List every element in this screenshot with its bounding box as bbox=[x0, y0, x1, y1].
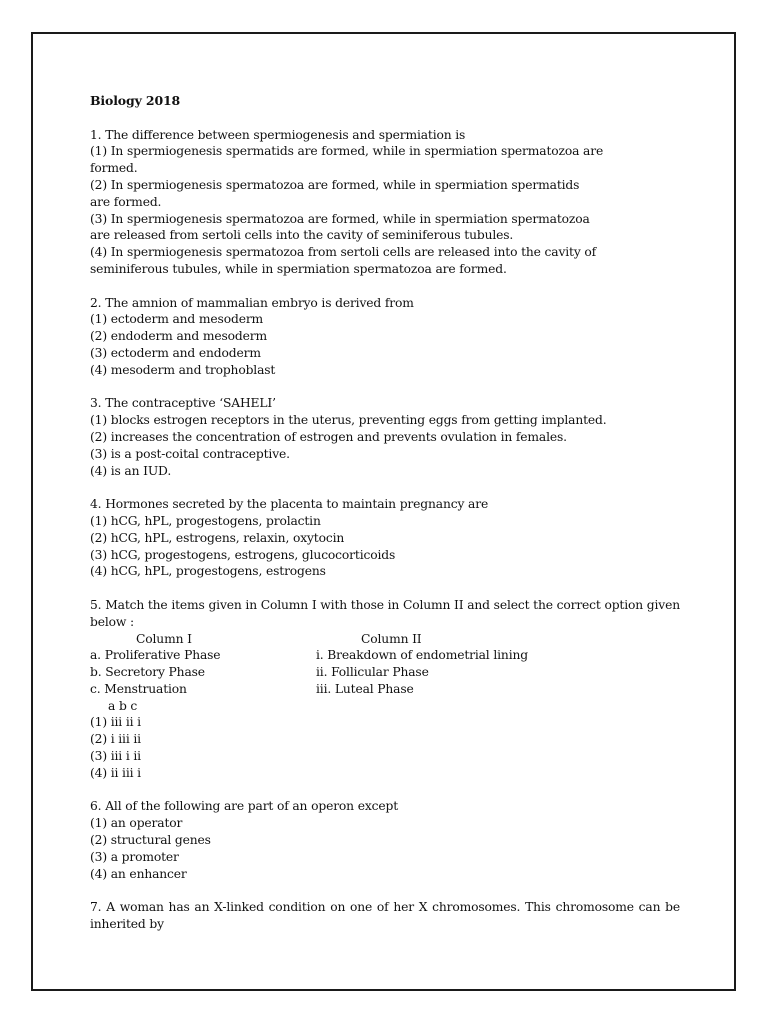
option-2: (2) hCG, hPL, estrogens, relaxin, oxytocin bbox=[90, 530, 345, 545]
column-2-item: ii. Follicular Phase bbox=[316, 665, 429, 680]
document-title: Biology 2018 bbox=[90, 93, 181, 108]
question-stem: 1. The difference between spermiogenesis and spermiation is bbox=[90, 127, 466, 142]
option-4: (4) hCG, hPL, progestogens, estrogens bbox=[90, 564, 326, 579]
question-5 bbox=[90, 597, 680, 782]
match-table-header bbox=[90, 631, 680, 648]
column-1-item: a. Proliferative Phase bbox=[90, 648, 221, 663]
match-row bbox=[90, 647, 680, 664]
column-1-item: b. Secretory Phase bbox=[90, 665, 205, 680]
option-4: (4) an enhancer bbox=[90, 866, 187, 881]
option-4: (4) is an IUD. bbox=[90, 463, 172, 478]
question-1 bbox=[90, 127, 680, 278]
match-row bbox=[90, 664, 680, 681]
column-1-item: c. Menstruation bbox=[90, 681, 187, 696]
question-6 bbox=[90, 798, 680, 882]
option-line: (2) In spermiogenesis spermatozoa are formed, while in spermiation spermatids bbox=[90, 177, 580, 192]
option-line: seminiferous tubules, while in spermiation spermatozoa are formed. bbox=[90, 261, 507, 276]
answer-key-header: a b c bbox=[108, 698, 138, 713]
option-4: (4) ii iii i bbox=[90, 765, 141, 780]
option-2: (2) increases the concentration of estrogen and prevents ovulation in females. bbox=[90, 429, 567, 444]
question-3 bbox=[90, 395, 680, 479]
option-1: (1) blocks estrogen receptors in the uterus, preventing eggs from getting implanted. bbox=[90, 413, 607, 428]
question-stem: 3. The contraceptive ‘SAHELI’ bbox=[90, 396, 276, 411]
option-line: (3) In spermiogenesis spermatozoa are formed, while in spermiation spermatozoa bbox=[90, 211, 590, 226]
question-stem: 6. All of the following are part of an operon except bbox=[90, 799, 398, 814]
option-1: (1) iii ii i bbox=[90, 715, 141, 730]
question-4 bbox=[90, 496, 680, 580]
option-2: (2) i iii ii bbox=[90, 732, 141, 747]
question-stem: 5. Match the items given in Column I with those in Column II and select the correct option given below : bbox=[90, 597, 680, 629]
option-line: (4) In spermiogenesis spermatozoa from sertoli cells are released into the cavity of bbox=[90, 245, 597, 260]
option-2: (2) structural genes bbox=[90, 833, 211, 848]
match-row bbox=[90, 681, 680, 698]
option-3: (3) is a post-coital contraceptive. bbox=[90, 446, 290, 461]
column-2-heading: Column II bbox=[361, 631, 422, 646]
document-body bbox=[90, 93, 680, 950]
option-3: (3) hCG, progestogens, estrogens, glucocorticoids bbox=[90, 547, 396, 562]
option-1: (1) an operator bbox=[90, 816, 183, 831]
question-2 bbox=[90, 295, 680, 379]
column-2-item: i. Breakdown of endometrial lining bbox=[316, 648, 528, 663]
column-1-heading: Column I bbox=[136, 631, 192, 646]
option-1: (1) hCG, hPL, progestogens, prolactin bbox=[90, 513, 321, 528]
option-1: (1) ectoderm and mesoderm bbox=[90, 312, 264, 327]
option-3: (3) ectoderm and endoderm bbox=[90, 345, 261, 360]
option-3: (3) iii i ii bbox=[90, 749, 141, 764]
option-2: (2) endoderm and mesoderm bbox=[90, 329, 268, 344]
option-line: (1) In spermiogenesis spermatids are formed, while in spermiation spermatozoa are bbox=[90, 144, 604, 159]
question-stem: 4. Hormones secreted by the placenta to maintain pregnancy are bbox=[90, 497, 489, 512]
question-stem: 7. A woman has an X-linked condition on one of her X chromosomes. This chromosome can be inherited by bbox=[90, 900, 680, 932]
option-3: (3) a promoter bbox=[90, 849, 179, 864]
option-line: formed. bbox=[90, 161, 138, 176]
option-line: are released from sertoli cells into the cavity of seminiferous tubules. bbox=[90, 228, 514, 243]
question-stem: 2. The amnion of mammalian embryo is derived from bbox=[90, 295, 414, 310]
option-line: are formed. bbox=[90, 194, 162, 209]
question-7 bbox=[90, 899, 680, 933]
column-2-item: iii. Luteal Phase bbox=[316, 681, 414, 696]
option-4: (4) mesoderm and trophoblast bbox=[90, 362, 276, 377]
